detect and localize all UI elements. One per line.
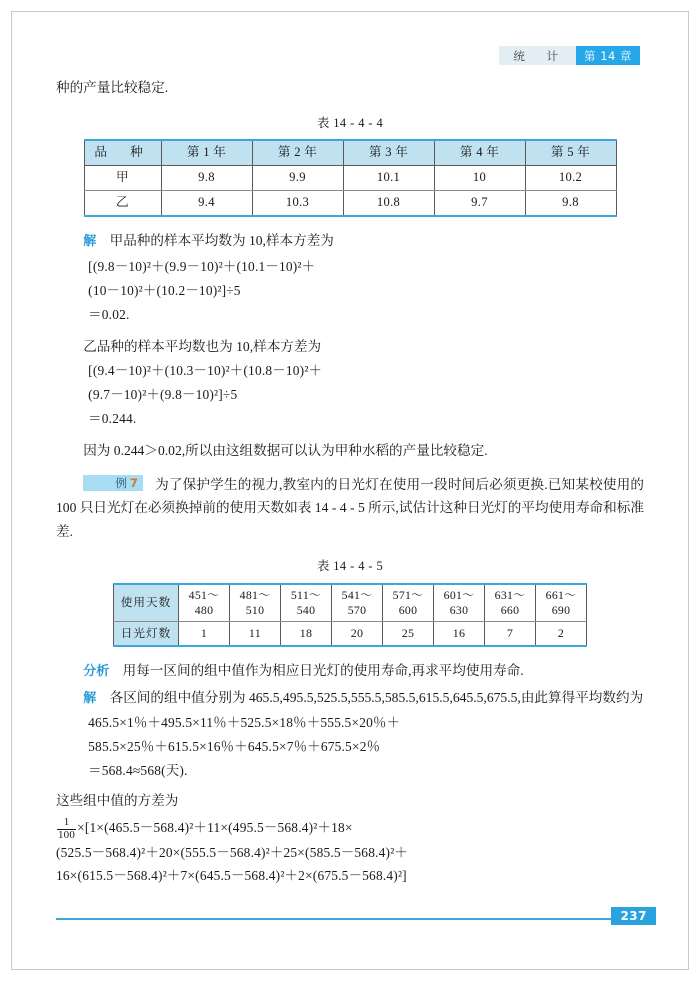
footer-rule bbox=[56, 918, 611, 920]
solution-label: 解 bbox=[83, 234, 97, 249]
solution1-lead-text: 甲品种的样本平均数为 10,样本方差为 bbox=[109, 233, 334, 248]
carryover-line: 种的产量比较稳定. bbox=[56, 80, 169, 95]
example-badge-label: 例 bbox=[115, 475, 127, 490]
analysis-label: 分析 bbox=[83, 664, 110, 679]
table2-range-cell bbox=[281, 584, 332, 622]
table2-range-cell bbox=[179, 584, 230, 622]
table1-header-cell: 第 5 年 bbox=[525, 140, 616, 166]
table1-cell: 9.4 bbox=[161, 191, 252, 217]
range-from: 631～ bbox=[494, 587, 526, 602]
table1-cell: 10.3 bbox=[252, 191, 343, 217]
range-from: 481～ bbox=[239, 587, 271, 602]
range-to: 510 bbox=[245, 602, 265, 617]
table1-cell: 10.1 bbox=[343, 166, 434, 191]
solution1-lead2: 乙品种的样本平均数也为 10,样本方差为 bbox=[83, 338, 322, 354]
table2-row-header: 使用天数 bbox=[114, 584, 179, 622]
table-14-4-5 bbox=[113, 583, 587, 648]
table1-header-cell: 第 4 年 bbox=[434, 140, 525, 166]
fraction-one-hundredth bbox=[57, 817, 76, 841]
table-row bbox=[84, 166, 616, 191]
table2-row-header: 日光灯数 bbox=[114, 621, 179, 646]
range-from: 661～ bbox=[545, 587, 577, 602]
table1-header-cell: 第 3 年 bbox=[343, 140, 434, 166]
solution2-math-line-1: 465.5×1％＋495.5×11％＋525.5×18％＋555.5×20％＋ bbox=[88, 715, 401, 730]
page-number-badge: 237 bbox=[611, 907, 656, 925]
table-row bbox=[84, 191, 616, 217]
example-badge bbox=[83, 475, 143, 491]
solution2-lead-text: 各区间的组中值分别为 465.5,495.5,525.5,555.5,585.5,615.5,645.5,675.5,由此算得平均数约为 bbox=[109, 689, 644, 705]
body-column bbox=[56, 76, 644, 887]
solution2-lead bbox=[56, 686, 644, 711]
table2-count-cell: 16 bbox=[434, 621, 485, 646]
solution-label: 解 bbox=[83, 690, 97, 706]
table2-range-cell bbox=[434, 584, 485, 622]
table2-range-cell bbox=[332, 584, 383, 622]
table1-cell: 10.2 bbox=[525, 166, 616, 191]
table2-range-cell bbox=[383, 584, 434, 622]
example7-paragraph bbox=[56, 473, 644, 544]
table2-count-cell: 18 bbox=[281, 621, 332, 646]
solution1-lead bbox=[56, 229, 644, 254]
range-to: 600 bbox=[398, 602, 418, 617]
range-from: 601～ bbox=[443, 587, 475, 602]
fraction-denominator: 100 bbox=[58, 828, 76, 841]
table2-count-cell: 11 bbox=[230, 621, 281, 646]
running-head bbox=[56, 46, 640, 65]
table2-ranges-row bbox=[114, 584, 587, 622]
range-to: 540 bbox=[296, 602, 316, 617]
analysis-paragraph bbox=[56, 659, 644, 684]
range-to: 630 bbox=[449, 602, 469, 617]
table1-cell: 9.8 bbox=[161, 166, 252, 191]
solution2-math-line-3: ＝568.4≈568(天). bbox=[88, 763, 188, 778]
solution2-math-line-2: 585.5×25％＋615.5×16％＋645.5×7％＋675.5×2％ bbox=[88, 739, 381, 754]
solution1-math-line-2: (10－10)²＋(10.2－10)²]÷5 bbox=[88, 282, 241, 298]
table1-cell: 9.9 bbox=[252, 166, 343, 191]
table1-header-row bbox=[84, 140, 616, 166]
table1-cell: 10.8 bbox=[343, 191, 434, 217]
variance-math-line-1 bbox=[56, 817, 644, 842]
range-from: 451～ bbox=[188, 587, 220, 602]
solution1-math-line-4: [(9.4－10)²＋(10.3－10)²＋(10.8－10)²＋ bbox=[88, 363, 323, 378]
solution1-math-line-3: ＝0.02. bbox=[88, 306, 130, 322]
range-to: 660 bbox=[500, 602, 520, 617]
range-from: 571～ bbox=[392, 587, 424, 602]
table2-count-cell: 7 bbox=[485, 621, 536, 646]
table1-cell: 9.8 bbox=[525, 191, 616, 217]
variance-lead: 这些组中值的方差为 bbox=[56, 793, 179, 808]
fraction-numerator: 1 bbox=[57, 817, 76, 830]
table2-count-cell: 1 bbox=[179, 621, 230, 646]
variance-math-line-3: 16×(615.5－568.4)²＋7×(645.5－568.4)²＋2×(675.5－568.4)²] bbox=[56, 868, 407, 884]
table2-range-cell bbox=[485, 584, 536, 622]
table1-cell: 乙 bbox=[84, 191, 161, 217]
solution1-math-line-1: [(9.8－10)²＋(9.9－10)²＋(10.1－10)²＋ bbox=[88, 258, 316, 274]
range-to: 480 bbox=[194, 602, 214, 617]
table1-cell: 9.7 bbox=[434, 191, 525, 217]
table1-caption: 表 14 - 4 - 4 bbox=[316, 115, 384, 130]
page-footer bbox=[56, 907, 656, 931]
table2-count-cell: 2 bbox=[536, 621, 587, 646]
table2-count-cell: 20 bbox=[332, 621, 383, 646]
range-to: 690 bbox=[551, 602, 571, 617]
running-head-chapter-badge: 第 14 章 bbox=[576, 46, 640, 65]
table2-counts-row bbox=[114, 621, 587, 646]
solution1-conclusion: 因为 0.244＞0.02,所以由这组数据可以认为甲种水稻的产量比较稳定. bbox=[83, 443, 488, 458]
table1-header-cell: 品 种 bbox=[84, 140, 161, 166]
table1-cell: 10 bbox=[434, 166, 525, 191]
table1-header-cell: 第 1 年 bbox=[161, 140, 252, 166]
range-from: 541～ bbox=[341, 587, 373, 602]
table2-count-cell: 25 bbox=[383, 621, 434, 646]
table-14-4-4 bbox=[84, 139, 617, 217]
analysis-text: 用每一区间的组中值作为相应日光灯的使用寿命,再求平均使用寿命. bbox=[122, 663, 524, 678]
table1-header-cell: 第 2 年 bbox=[252, 140, 343, 166]
table2-caption: 表 14 - 4 - 5 bbox=[316, 559, 384, 573]
range-from: 511～ bbox=[290, 587, 322, 602]
table2-range-cell bbox=[536, 584, 587, 622]
running-head-title: 统 计 bbox=[499, 46, 576, 65]
table1-cell: 甲 bbox=[84, 166, 161, 191]
range-to: 570 bbox=[347, 602, 367, 617]
example-badge-number: 7 bbox=[129, 475, 138, 490]
variance-math-line-2: (525.5－568.4)²＋20×(555.5－568.4)²＋25×(585.5－568.4)²＋ bbox=[56, 845, 409, 861]
example7-text: 为了保护学生的视力,教室内的日光灯在使用一段时间后必须更换.已知某校使用的 100 只日光灯在必须换掉前的使用天数如表 14 - 4 - 5 所示,试估计这种日光灯的平均使用寿命和标准差. bbox=[56, 476, 644, 539]
solution1-math-line-5: (9.7－10)²＋(9.8－10)²]÷5 bbox=[88, 387, 238, 402]
table2-range-cell bbox=[230, 584, 281, 622]
solution1-math-line-6: ＝0.244. bbox=[88, 411, 137, 426]
variance-line-1-text: ×[1×(465.5－568.4)²＋11×(495.5－568.4)²＋18× bbox=[77, 819, 353, 835]
